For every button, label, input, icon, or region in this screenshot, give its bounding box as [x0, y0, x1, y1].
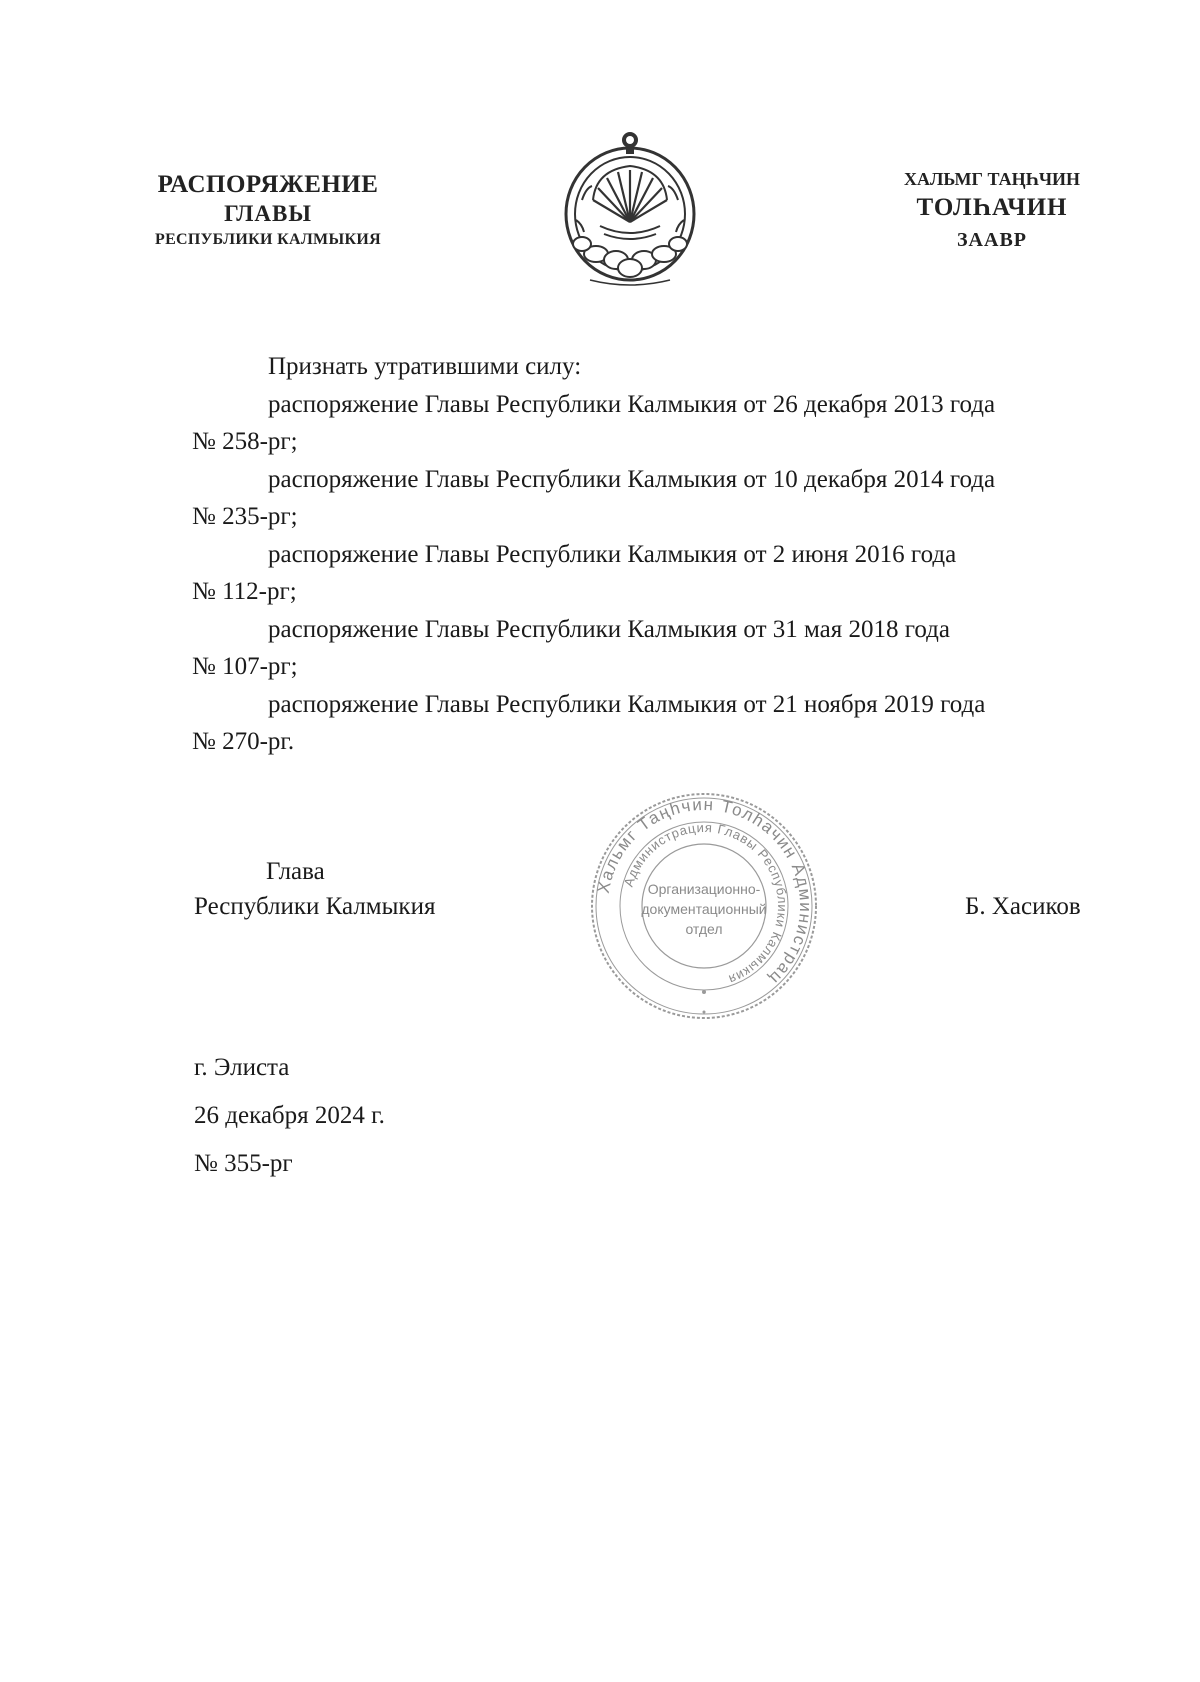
stamp-center-line3: отдел: [685, 921, 723, 937]
stamp-outer-text: Хальмг Таңһчин Толһачин Администрац: [593, 794, 816, 989]
list-item: распоряжение Главы Республики Калмыкия от 10 декабря 2014 года: [268, 465, 996, 493]
stamp-center-line1: Организационно-: [647, 881, 761, 897]
header-right-line1: ХАЛЬМГ ТАҢҺЧИН: [903, 169, 1081, 189]
stamp-center-line2: документационный: [641, 901, 767, 917]
footer-city: г. Элиста: [194, 1054, 290, 1081]
list-item-number: № 258-рг;: [192, 428, 298, 455]
header-left-line1: РАСПОРЯЖЕНИЕ: [157, 171, 379, 198]
body-intro: Признать утратившими силу:: [268, 353, 582, 380]
signature-title: Глава: [266, 858, 325, 885]
footer-number: № 355-рг: [194, 1150, 293, 1177]
signature-org: Республики Калмыкия: [194, 893, 436, 920]
list-item: распоряжение Главы Республики Калмыкия от 31 мая 2018 года: [268, 615, 950, 643]
header-right: [872, 166, 1112, 256]
header-left: [118, 170, 418, 252]
footer-date: 26 декабря 2024 г.: [194, 1102, 385, 1129]
list-item: распоряжение Главы Республики Калмыкия от 21 ноября 2019 года: [268, 690, 986, 718]
header-right-line2: ТОЛҺАЧИН: [916, 194, 1068, 221]
emblem-of-kalmykia-icon: [560, 130, 700, 288]
header-right-line3: ЗААВР: [957, 229, 1027, 251]
header-left-line3: РЕСПУБЛИКИ КАЛМЫКИЯ: [155, 231, 381, 248]
header-left-line2: ГЛАВЫ: [224, 201, 312, 226]
list-item-number: № 107-рг;: [192, 653, 298, 680]
list-item-number: № 112-рг;: [192, 578, 297, 605]
list-item: распоряжение Главы Республики Калмыкия от 26 декабря 2013 года: [268, 390, 996, 418]
document-body: [192, 348, 1104, 761]
list-item: распоряжение Главы Республики Калмыкия от 2 июня 2016 года: [268, 540, 957, 568]
signature-name: Б. Хасиков: [965, 893, 1081, 920]
list-item-number: № 235-рг;: [192, 503, 298, 530]
official-stamp: [588, 790, 820, 1022]
stamp-inner-text: Администрация Главы Республики Калмыкия: [620, 819, 791, 988]
list-item-number: № 270-рг.: [192, 728, 295, 755]
